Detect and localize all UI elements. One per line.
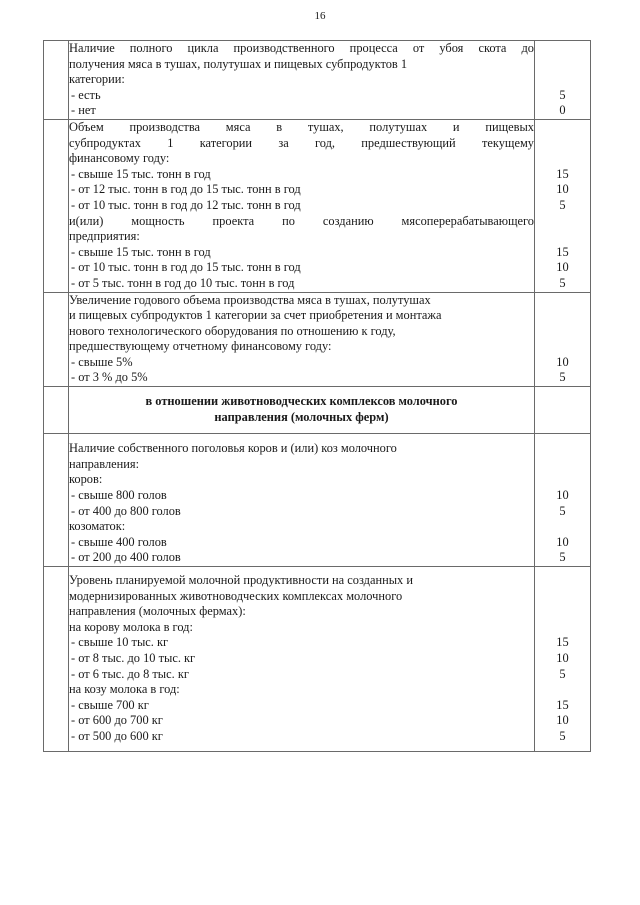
criterion-text-cell bbox=[69, 292, 535, 387]
criterion-line: Увеличение годового объема производства мяса в тушах, полутушах bbox=[69, 292, 431, 307]
score-value: 15 bbox=[556, 635, 569, 650]
score-value: 10 bbox=[556, 713, 569, 728]
criterion-option: - свыше 15 тыс. тонн в год bbox=[71, 244, 211, 259]
score-value: 5 bbox=[559, 87, 566, 102]
score-value bbox=[535, 308, 590, 324]
criterion-line: Наличие полного цикла производственного процесса от убоя скота до bbox=[69, 41, 534, 55]
page-number: 16 bbox=[314, 10, 326, 22]
row-index-cell bbox=[44, 292, 69, 387]
score-value: 5 bbox=[559, 503, 566, 518]
score-value: 0 bbox=[559, 103, 566, 118]
score-value bbox=[535, 604, 590, 620]
criterion-line: получения мяса в тушах, полутушах и пищевых субпродуктов 1 bbox=[69, 56, 408, 71]
criterion-option: - есть bbox=[71, 87, 101, 102]
criterion-line: на козу молока в год: bbox=[69, 682, 180, 697]
criterion-option: - свыше 10 тыс. кг bbox=[71, 635, 169, 650]
score-value bbox=[535, 229, 590, 245]
row-index-cell bbox=[44, 387, 69, 434]
criterion-option: - свыше 800 голов bbox=[71, 488, 167, 503]
score-cell bbox=[535, 567, 591, 752]
criterion-option: - от 10 тыс. тонн в год до 15 тыс. тонн в год bbox=[71, 260, 301, 275]
score-value: 5 bbox=[559, 370, 566, 385]
section-title-line: направления (молочных ферм) bbox=[214, 409, 389, 424]
criterion-line: модернизированных животноводческих комплексах молочного bbox=[69, 588, 403, 603]
table-row bbox=[44, 119, 591, 292]
criteria-table bbox=[43, 40, 591, 752]
score-value: 15 bbox=[556, 244, 569, 259]
criterion-line: Уровень планируемой молочной продуктивности на созданных и bbox=[69, 573, 413, 587]
criterion-option: - от 200 до 400 голов bbox=[71, 550, 181, 565]
score-value: 10 bbox=[556, 534, 569, 549]
criterion-option: - от 600 до 700 кг bbox=[71, 713, 163, 728]
score-value bbox=[535, 441, 590, 457]
score-value bbox=[535, 682, 590, 698]
score-value: 15 bbox=[556, 166, 569, 181]
criterion-option: - от 400 до 800 голов bbox=[71, 503, 181, 518]
criterion-option: - от 8 тыс. до 10 тыс. кг bbox=[71, 650, 196, 665]
criterion-option: - от 6 тыс. до 8 тыс. кг bbox=[71, 666, 189, 681]
criterion-line: предприятия: bbox=[69, 229, 140, 244]
score-cell bbox=[535, 119, 591, 292]
criterion-line: Наличие собственного поголовья коров и (или) коз молочного bbox=[69, 441, 397, 456]
criterion-option: - от 10 тыс. тонн в год до 12 тыс. тонн в год bbox=[71, 197, 301, 212]
criterion-line: на корову молока в год: bbox=[69, 619, 193, 634]
score-value: 10 bbox=[556, 182, 569, 197]
criterion-line: направления (молочных фермах): bbox=[69, 604, 246, 619]
row-index-cell bbox=[44, 41, 69, 120]
score-cell bbox=[535, 434, 591, 567]
score-value bbox=[535, 57, 590, 73]
section-heading-row bbox=[44, 387, 591, 434]
row-index-cell bbox=[44, 434, 69, 567]
criterion-line: направления: bbox=[69, 456, 140, 471]
score-value: 5 bbox=[559, 728, 566, 743]
score-value: 10 bbox=[556, 260, 569, 275]
score-value bbox=[535, 573, 590, 589]
row-index-cell bbox=[44, 119, 69, 292]
section-heading-cell bbox=[69, 387, 535, 434]
criterion-line: нового технологического оборудования по отношению к году, bbox=[69, 323, 396, 338]
criterion-option: - от 12 тыс. тонн в год до 15 тыс. тонн в год bbox=[71, 182, 301, 197]
score-value: 10 bbox=[556, 354, 569, 369]
score-value bbox=[535, 457, 590, 473]
score-value: 5 bbox=[559, 197, 566, 212]
criterion-text-cell bbox=[69, 434, 535, 567]
criterion-text-cell bbox=[69, 567, 535, 752]
score-value: 5 bbox=[559, 550, 566, 565]
score-value bbox=[535, 519, 590, 535]
score-value bbox=[535, 339, 590, 355]
score-value bbox=[535, 324, 590, 340]
score-cell bbox=[535, 387, 591, 434]
criterion-text-cell bbox=[69, 119, 535, 292]
score-cell bbox=[535, 41, 591, 120]
criterion-line: и пищевых субпродуктов 1 категории за счет приобретения и монтажа bbox=[69, 308, 442, 323]
criterion-line: козоматок: bbox=[69, 519, 126, 534]
row-index-cell bbox=[44, 567, 69, 752]
criterion-option: - свыше 700 кг bbox=[71, 697, 149, 712]
score-value: 5 bbox=[559, 666, 566, 681]
criterion-option: - свыше 15 тыс. тонн в год bbox=[71, 166, 211, 181]
score-value: 5 bbox=[559, 275, 566, 290]
score-value bbox=[535, 293, 590, 309]
score-value bbox=[535, 589, 590, 605]
criterion-line: субпродуктах 1 категории за год, предшествующий текущему bbox=[69, 135, 534, 150]
score-value: 10 bbox=[556, 488, 569, 503]
score-value bbox=[535, 620, 590, 636]
criterion-option: - от 5 тыс. тонн в год до 10 тыс. тонн в год bbox=[71, 275, 295, 290]
score-value bbox=[535, 72, 590, 88]
table-row bbox=[44, 292, 591, 387]
score-value: 10 bbox=[556, 650, 569, 665]
criterion-option: - от 500 до 600 кг bbox=[71, 728, 163, 743]
criterion-line: коров: bbox=[69, 472, 103, 487]
table-row bbox=[44, 434, 591, 567]
criterion-option: - свыше 5% bbox=[71, 354, 133, 369]
criterion-option: - от 3 % до 5% bbox=[71, 370, 148, 385]
criterion-line: Объем производства мяса в тушах, полутушах и пищевых bbox=[69, 119, 534, 134]
score-value: 15 bbox=[556, 697, 569, 712]
criterion-line: и(или) мощность проекта по созданию мясоперерабатывающего bbox=[69, 213, 534, 228]
criterion-line: финансовому году: bbox=[69, 151, 170, 166]
score-value bbox=[535, 41, 590, 57]
score-value bbox=[535, 472, 590, 488]
criterion-text-cell bbox=[69, 41, 535, 120]
section-title-line: в отношении животноводческих комплексов молочного bbox=[145, 394, 458, 409]
criterion-line: категории: bbox=[69, 72, 125, 87]
score-value bbox=[535, 136, 590, 152]
criterion-option: - нет bbox=[71, 103, 96, 118]
criterion-option: - свыше 400 голов bbox=[71, 534, 167, 549]
score-value bbox=[535, 120, 590, 136]
score-value bbox=[535, 151, 590, 167]
table-row bbox=[44, 41, 591, 120]
score-value bbox=[535, 214, 590, 230]
score-cell bbox=[535, 292, 591, 387]
criterion-line: предшествующему отчетному финансовому году: bbox=[69, 339, 332, 354]
table-row bbox=[44, 567, 591, 752]
